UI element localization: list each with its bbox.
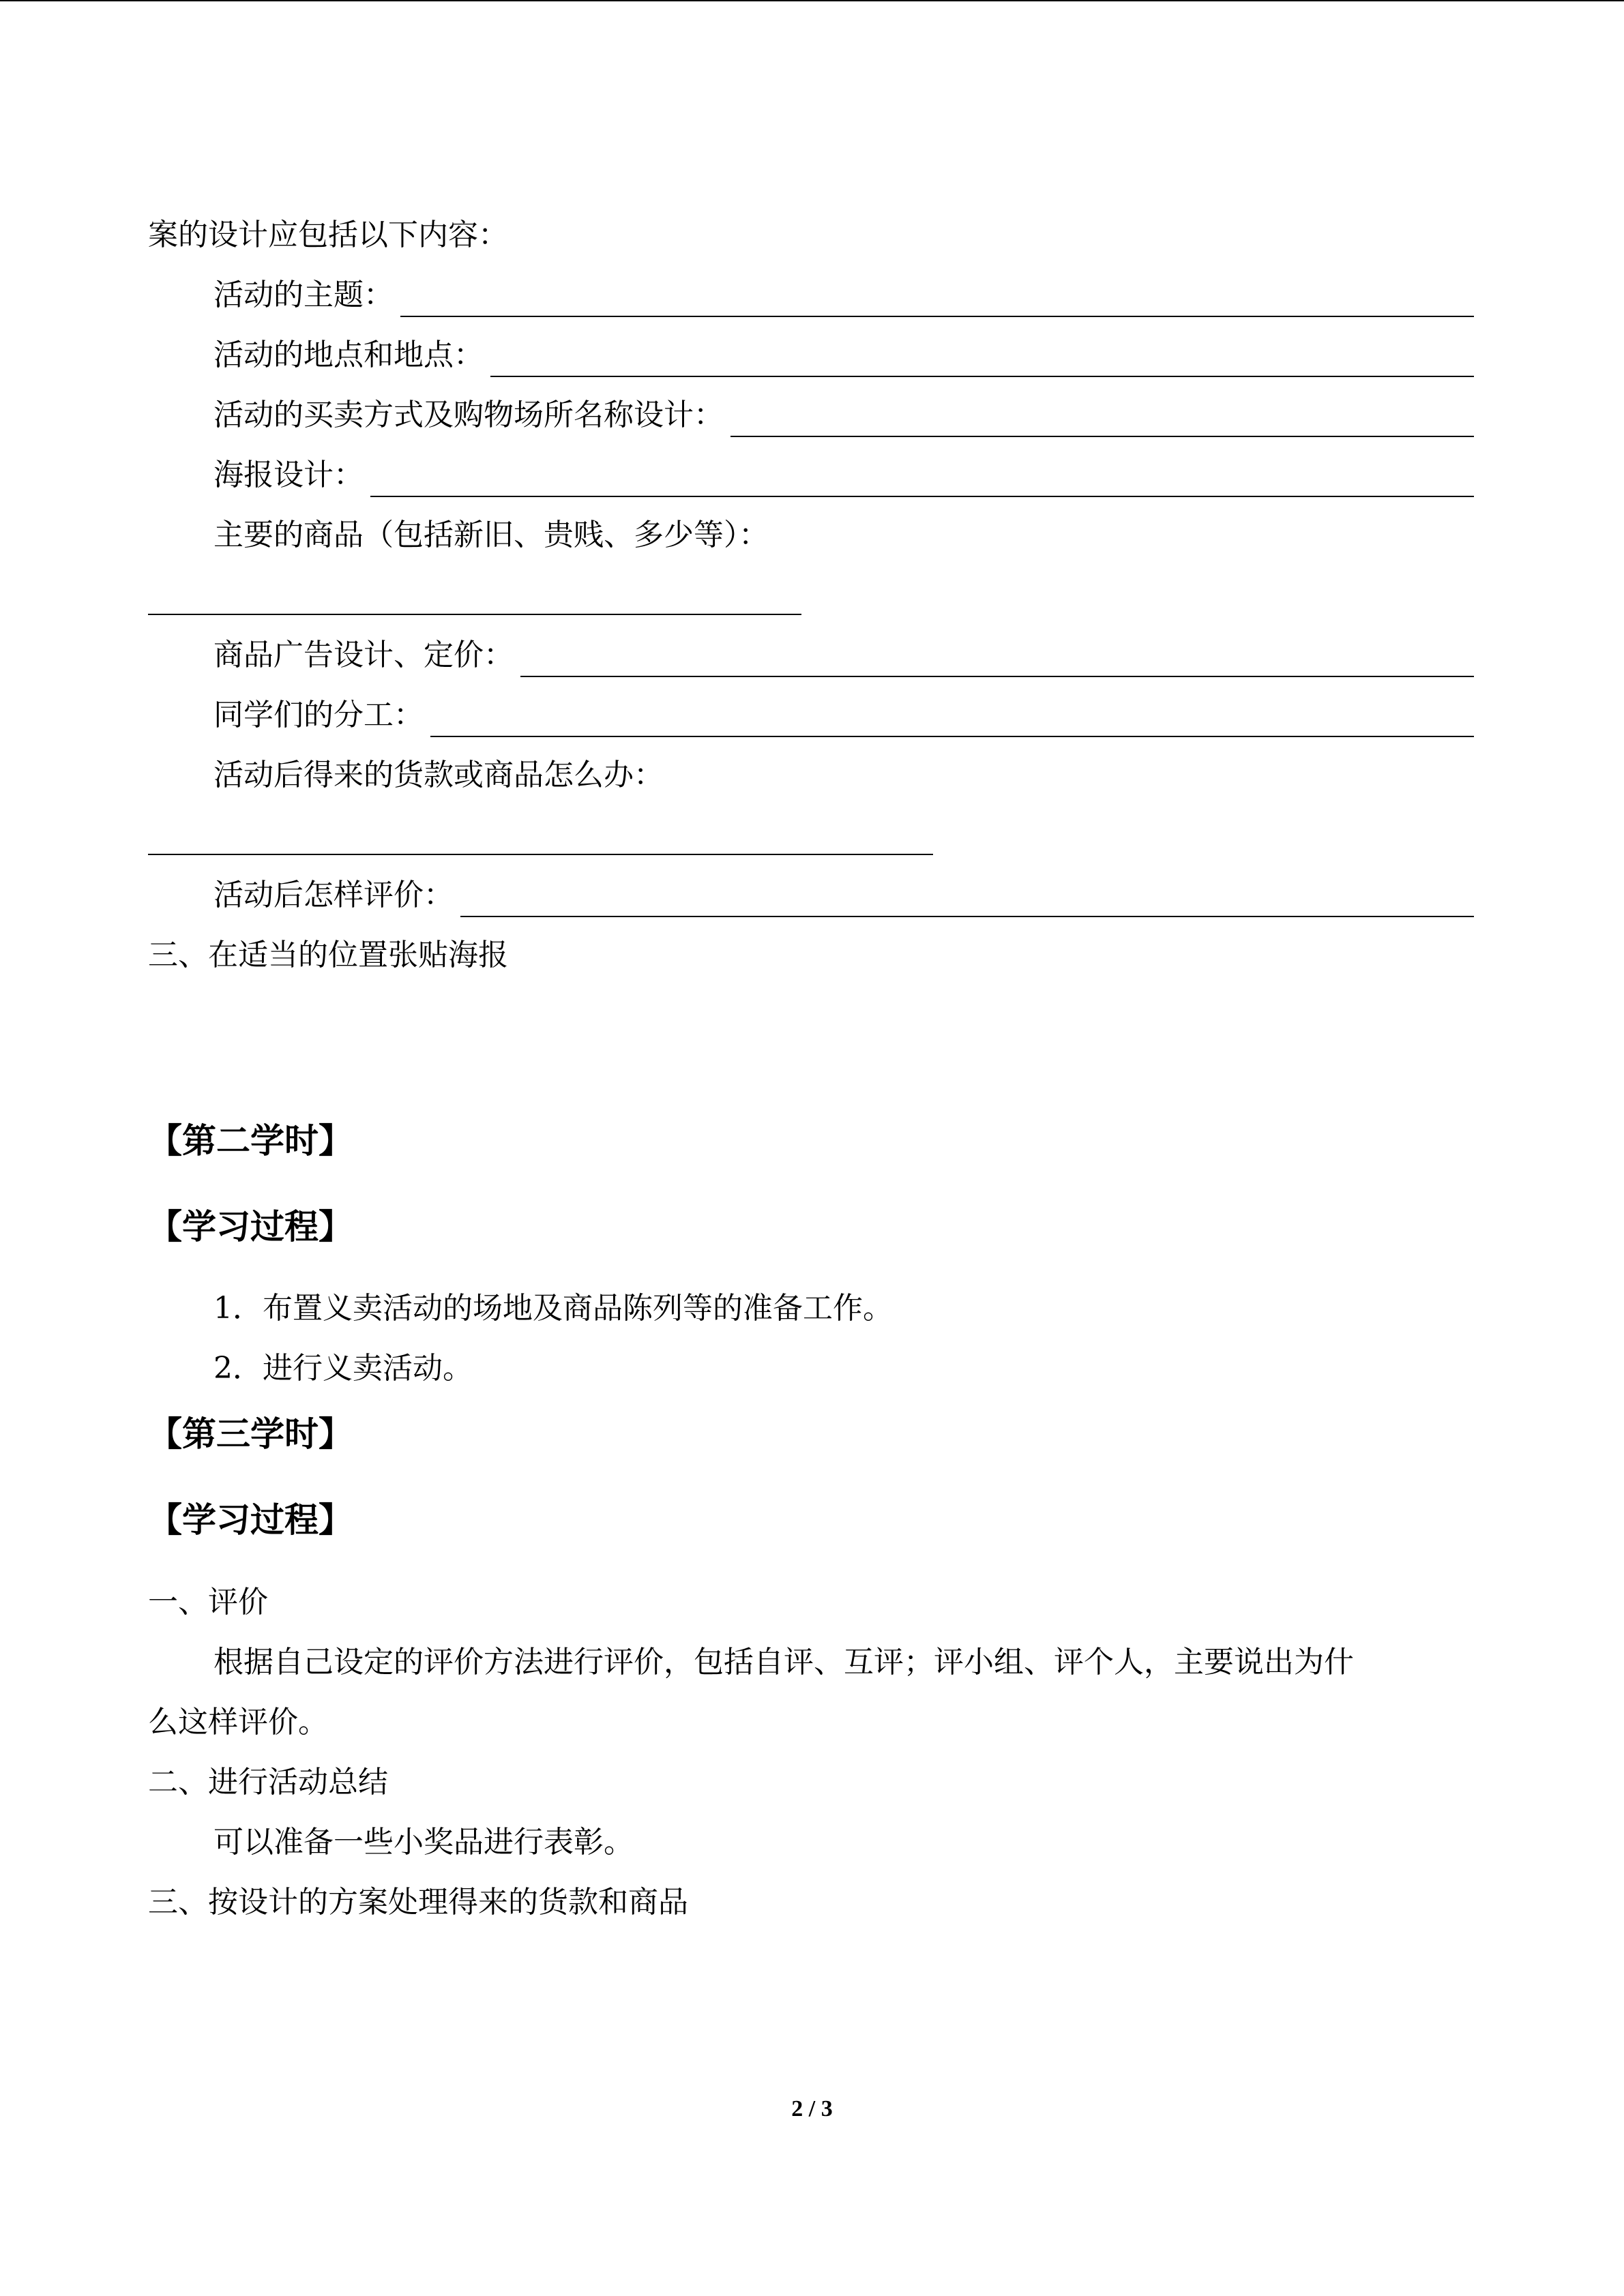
field-trade-mode-label: 活动的买卖方式及购物场所名称设计：	[213, 398, 724, 432]
field-poster	[213, 453, 1474, 497]
lesson3-process-heading: 【学习过程】	[148, 1500, 353, 1540]
field-theme-blank[interactable]	[400, 284, 1474, 317]
field-evaluation	[213, 874, 1474, 917]
field-ad-price-label: 商品广告设计、定价：	[213, 638, 514, 672]
top-border	[0, 0, 1624, 1]
field-place-blank[interactable]	[490, 344, 1474, 377]
step-poster: 三、在适当的位置张贴海报	[148, 938, 508, 972]
lesson2-item-1: 1．布置义卖活动的场地及商品陈列等的准备工作。	[213, 1291, 893, 1326]
field-place	[213, 333, 1474, 377]
field-after-goods-blank[interactable]	[148, 854, 933, 855]
eval-text-line1: 根据自己设定的评价方法进行评价，包括自评、互评；评小组、评个人，主要说出为什	[213, 1645, 1354, 1680]
eval-title: 一、评价	[148, 1585, 268, 1620]
field-theme-label: 活动的主题：	[213, 278, 394, 312]
lesson2-process-heading: 【学习过程】	[148, 1207, 353, 1247]
field-after-goods-label: 活动后得来的货款或商品怎么办：	[213, 758, 664, 792]
field-division-label: 同学们的分工：	[213, 698, 424, 732]
field-place-label: 活动的地点和地点：	[213, 338, 484, 372]
field-goods-blank[interactable]	[148, 614, 801, 615]
field-trade-mode-blank[interactable]	[730, 404, 1474, 437]
lesson3-heading: 【第三学时】	[148, 1414, 353, 1454]
field-evaluation-blank[interactable]	[460, 884, 1474, 917]
field-ad-price	[213, 633, 1474, 677]
field-poster-label: 海报设计：	[213, 458, 364, 492]
field-evaluation-label: 活动后怎样评价：	[213, 878, 454, 912]
field-division	[213, 694, 1474, 737]
field-goods-label: 主要的商品（包括新旧、贵贱、多少等）：	[213, 518, 769, 552]
lesson2-item-2: 2．进行义卖活动。	[213, 1351, 473, 1386]
lesson2-heading: 【第二学时】	[148, 1121, 353, 1161]
field-trade-mode	[213, 393, 1474, 437]
field-division-blank[interactable]	[430, 704, 1474, 737]
eval-text-line2: 么这样评价。	[148, 1705, 328, 1740]
field-theme	[213, 273, 1474, 317]
page-number: 2 / 3	[791, 2096, 833, 2121]
intro-text: 案的设计应包括以下内容：	[148, 218, 508, 252]
summary-text: 可以准备一些小奖品进行表彰。	[213, 1825, 634, 1860]
summary-title: 二、进行活动总结	[148, 1765, 388, 1800]
field-ad-price-blank[interactable]	[520, 644, 1474, 677]
handle-title: 三、按设计的方案处理得来的货款和商品	[148, 1885, 688, 1920]
field-poster-blank[interactable]	[370, 464, 1474, 497]
